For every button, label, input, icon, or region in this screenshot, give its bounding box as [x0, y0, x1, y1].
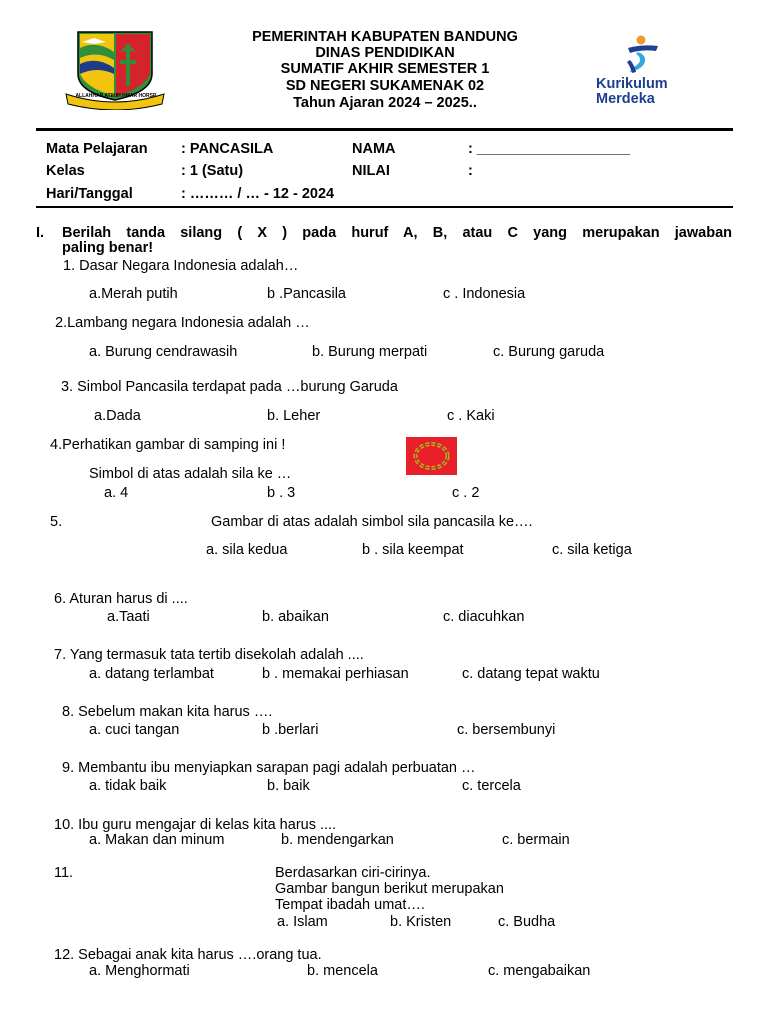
question-12: 12. Sebagai anak kita harus ….orang tua. [54, 947, 322, 963]
question-1: 1. Dasar Negara Indonesia adalah… [63, 258, 299, 274]
header-line-3: SUMATIF AKHIR SEMESTER 1 [280, 61, 490, 77]
question-3: 3. Simbol Pancasila terdapat pada …burung Garuda [61, 379, 398, 395]
q7-option-c[interactable]: c. datang tepat waktu [462, 666, 600, 682]
q3-option-b[interactable]: b. Leher [267, 408, 321, 424]
crest-motto: ALLAHHAR ATIKIH HMAR HORSR [75, 93, 157, 99]
q10-option-c[interactable]: c. bermain [502, 832, 570, 848]
logo-text-kurikulum: Kurikulum [596, 76, 668, 92]
question-8: 8. Sebelum makan kita harus …. [62, 704, 273, 720]
q1-option-c[interactable]: c . Indonesia [443, 286, 526, 302]
q2-option-b[interactable]: b. Burung merpati [312, 344, 428, 360]
q5-option-c[interactable]: c. sila ketiga [552, 542, 632, 558]
class-value: : 1 (Satu) [181, 163, 244, 179]
subject-value: : PANCASILA [181, 141, 274, 157]
q8-option-b[interactable]: b .berlari [262, 722, 319, 738]
q2-option-c[interactable]: c. Burung garuda [493, 344, 605, 360]
question-11-line-2: Gambar bangun berikut merupakan [275, 881, 504, 897]
q9-option-a[interactable]: a. tidak baik [89, 778, 167, 794]
question-7: 7. Yang termasuk tata tertib disekolah adalah .... [54, 647, 364, 663]
section-number: I. [36, 225, 45, 241]
name-field[interactable]: : ___________________ [468, 141, 631, 157]
chain-icon [406, 437, 457, 475]
kurikulum-figure-icon [618, 34, 668, 76]
q1-option-a[interactable]: a.Merah putih [89, 286, 178, 302]
date-field[interactable]: : ……… / … - 12 - 2024 [181, 186, 335, 202]
school-crest [62, 30, 168, 110]
q8-option-c[interactable]: c. bersembunyi [457, 722, 556, 738]
header-line-4: SD NEGERI SUKAMENAK 02 [285, 78, 485, 94]
header-line-5: Tahun Ajaran 2024 – 2025.. [293, 95, 477, 111]
question-5: Gambar di atas adalah simbol sila pancasila ke…. [211, 514, 533, 530]
q12-option-b[interactable]: b. mencela [307, 963, 378, 979]
score-field[interactable]: : [468, 163, 473, 179]
q6-option-b[interactable]: b. abaikan [262, 609, 329, 625]
q6-option-a[interactable]: a.Taati [107, 609, 150, 625]
q10-option-b[interactable]: b. mendengarkan [281, 832, 394, 848]
q3-option-a[interactable]: a.Dada [94, 408, 141, 424]
q4-option-a[interactable]: a. 4 [104, 485, 129, 501]
kurikulum-merdeka-logo [590, 34, 700, 110]
header-divider-top [36, 128, 733, 131]
q7-option-b[interactable]: b . memakai perhiasan [262, 666, 409, 682]
header-line-2: DINAS PENDIDIKAN [315, 45, 455, 61]
question-2: 2.Lambang negara Indonesia adalah … [55, 315, 310, 331]
name-label: NAMA [352, 141, 396, 157]
q9-option-c[interactable]: c. tercela [462, 778, 521, 794]
logo-text-merdeka: Merdeka [596, 91, 655, 107]
section-instruction-2: paling benar! [62, 240, 154, 256]
q4-option-c[interactable]: c . 2 [452, 485, 480, 501]
q1-option-b[interactable]: b .Pancasila [267, 286, 346, 302]
q7-option-a[interactable]: a. datang terlambat [89, 666, 214, 682]
question-10: 10. Ibu guru mengajar di kelas kita harus .... [54, 817, 337, 833]
q12-option-a[interactable]: a. Menghormati [89, 963, 190, 979]
q5-option-a[interactable]: a. sila kedua [206, 542, 288, 558]
header-divider-bottom [36, 206, 733, 208]
q11-option-b[interactable]: b. Kristen [390, 914, 452, 930]
q6-option-c[interactable]: c. diacuhkan [443, 609, 525, 625]
date-label: Hari/Tanggal [46, 186, 133, 202]
q2-option-a[interactable]: a. Burung cendrawasih [89, 344, 238, 360]
section-instruction-1: Berilah tanda silang ( X ) pada huruf A, B, atau C yang merupakan jawaban [62, 225, 732, 241]
q4-option-b[interactable]: b . 3 [267, 485, 296, 501]
q12-option-c[interactable]: c. mengabaikan [488, 963, 591, 979]
question-11-number: 11. [54, 865, 74, 881]
chain-symbol-image [406, 437, 457, 475]
question-9: 9. Membantu ibu menyiapkan sarapan pagi adalah perbuatan … [62, 760, 476, 776]
question-4: 4.Perhatikan gambar di samping ini ! [50, 437, 286, 453]
score-label: NILAI [352, 163, 390, 179]
question-4-sub: Simbol di atas adalah sila ke … [89, 466, 292, 482]
class-label: Kelas [46, 163, 85, 179]
q10-option-a[interactable]: a. Makan dan minum [89, 832, 225, 848]
question-5-number: 5. [50, 514, 63, 530]
q3-option-c[interactable]: c . Kaki [447, 408, 495, 424]
subject-label: Mata Pelajaran [46, 141, 148, 157]
q9-option-b[interactable]: b. baik [267, 778, 310, 794]
q8-option-a[interactable]: a. cuci tangan [89, 722, 180, 738]
q11-option-c[interactable]: c. Budha [498, 914, 556, 930]
header-line-1: PEMERINTAH KABUPATEN BANDUNG [252, 29, 518, 45]
question-6: 6. Aturan harus di .... [54, 591, 188, 607]
q5-option-b[interactable]: b . sila keempat [362, 542, 464, 558]
q11-option-a[interactable]: a. Islam [277, 914, 328, 930]
question-11-line-3: Tempat ibadah umat…. [275, 897, 425, 913]
question-11-line-1: Berdasarkan ciri-cirinya. [275, 865, 431, 881]
